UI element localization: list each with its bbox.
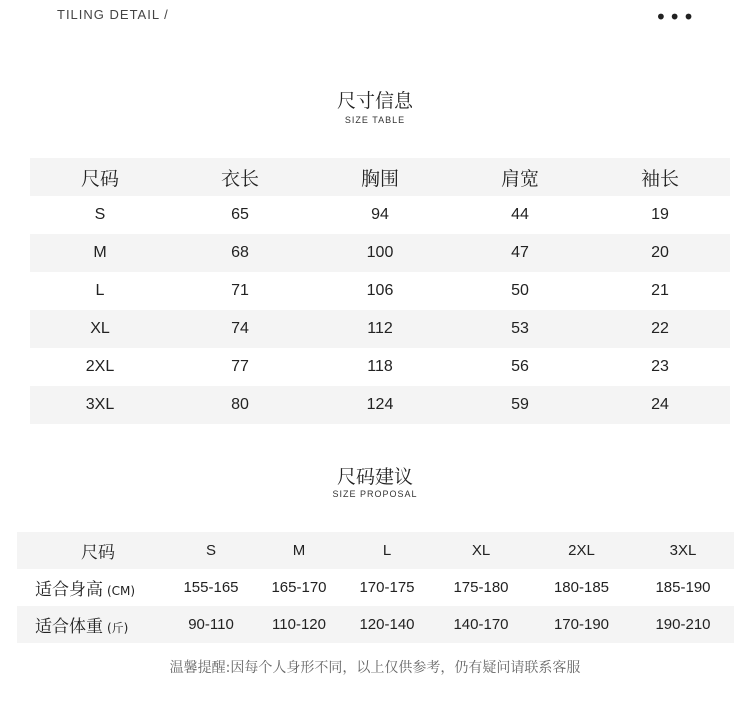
column-header: 肩宽 (500, 167, 539, 190)
size-proposal-title: 尺码建议 (336, 466, 413, 488)
table-row (30, 272, 730, 310)
table-cell: 112 (367, 320, 393, 337)
height-label-text: 适合身高 (35, 580, 103, 600)
table-cell: 22 (651, 320, 669, 337)
size-proposal-subtitle: SIZE PROPOSAL (332, 489, 418, 499)
table-cell: 124 (366, 396, 394, 413)
table-cell: 77 (231, 358, 249, 375)
table-cell: 50 (511, 282, 529, 299)
table-cell: 180-185 (553, 579, 610, 596)
table-cell: 59 (511, 396, 529, 413)
table-cell: 21 (651, 282, 669, 299)
table-cell: 68 (231, 244, 249, 261)
table-row (30, 348, 730, 386)
table-cell: 165-170 (271, 579, 327, 596)
table-cell: 23 (651, 358, 669, 375)
table-cell: 47 (511, 244, 529, 261)
table-cell: 118 (367, 358, 393, 375)
table-cell: XL (90, 320, 110, 337)
table-cell: 90-110 (188, 616, 234, 633)
column-header: 袖长 (640, 167, 679, 190)
height-unit: (CM) (107, 584, 136, 598)
height-row (17, 569, 734, 606)
header-label: TILING DETAIL / (57, 7, 169, 22)
table-cell: 80 (231, 396, 249, 413)
table-cell: L (95, 282, 105, 299)
weight-label (17, 612, 167, 637)
column-header: 3XL (669, 542, 697, 559)
weight-row (17, 606, 734, 643)
column-header: S (205, 542, 216, 559)
table-cell: M (93, 244, 107, 261)
table-cell: 94 (371, 206, 389, 223)
table-cell: 110-120 (272, 616, 326, 633)
size-table-title: 尺寸信息 (336, 90, 413, 112)
column-header: L (382, 542, 392, 559)
table-cell: 190-210 (655, 616, 711, 633)
table-cell: 120-140 (359, 616, 415, 633)
table-cell: 44 (511, 206, 529, 223)
table-row (30, 310, 730, 348)
table-cell: 20 (651, 244, 669, 261)
table-cell: 100 (366, 244, 394, 261)
footer-note: 温馨提醒:因每个人身形不同，以上仅供参考，仍有疑问请联系客服 (169, 660, 581, 676)
more-icon[interactable]: ••• (655, 5, 697, 29)
table-cell: 106 (366, 282, 394, 299)
table-row (30, 234, 730, 272)
table-cell: 19 (651, 206, 669, 223)
height-label (17, 575, 167, 600)
table-cell: 185-190 (655, 579, 711, 596)
column-header: 胸围 (360, 167, 399, 190)
table-cell: 65 (231, 206, 249, 223)
proposal-size-label: 尺码 (81, 543, 115, 563)
table-cell: 155-165 (183, 579, 239, 596)
size-table-header-row (30, 158, 730, 196)
size-proposal-table (17, 532, 734, 643)
table-row (30, 196, 730, 234)
table-cell: 53 (511, 320, 529, 337)
column-header: XL (471, 542, 491, 559)
size-table-subtitle: SIZE TABLE (344, 115, 406, 125)
table-cell: 170-175 (359, 579, 415, 596)
table-cell: 71 (231, 282, 249, 299)
column-header: M (292, 542, 306, 559)
column-header: 衣长 (220, 167, 259, 190)
table-cell: 140-170 (453, 616, 509, 633)
table-cell: 170-190 (553, 616, 610, 633)
table-cell: 3XL (85, 396, 115, 413)
table-cell: S (94, 206, 106, 223)
table-cell: 2XL (85, 358, 115, 375)
weight-label-text: 适合体重 (35, 617, 103, 637)
table-cell: 56 (511, 358, 529, 375)
column-header: 2XL (568, 542, 595, 559)
table-cell: 24 (651, 396, 669, 413)
size-table (30, 158, 730, 424)
column-header: 尺码 (80, 167, 119, 190)
table-row (30, 386, 730, 424)
table-cell: 74 (231, 320, 249, 337)
proposal-header-row (17, 532, 734, 569)
weight-unit: (斤) (107, 621, 129, 635)
table-cell: 175-180 (453, 579, 509, 596)
